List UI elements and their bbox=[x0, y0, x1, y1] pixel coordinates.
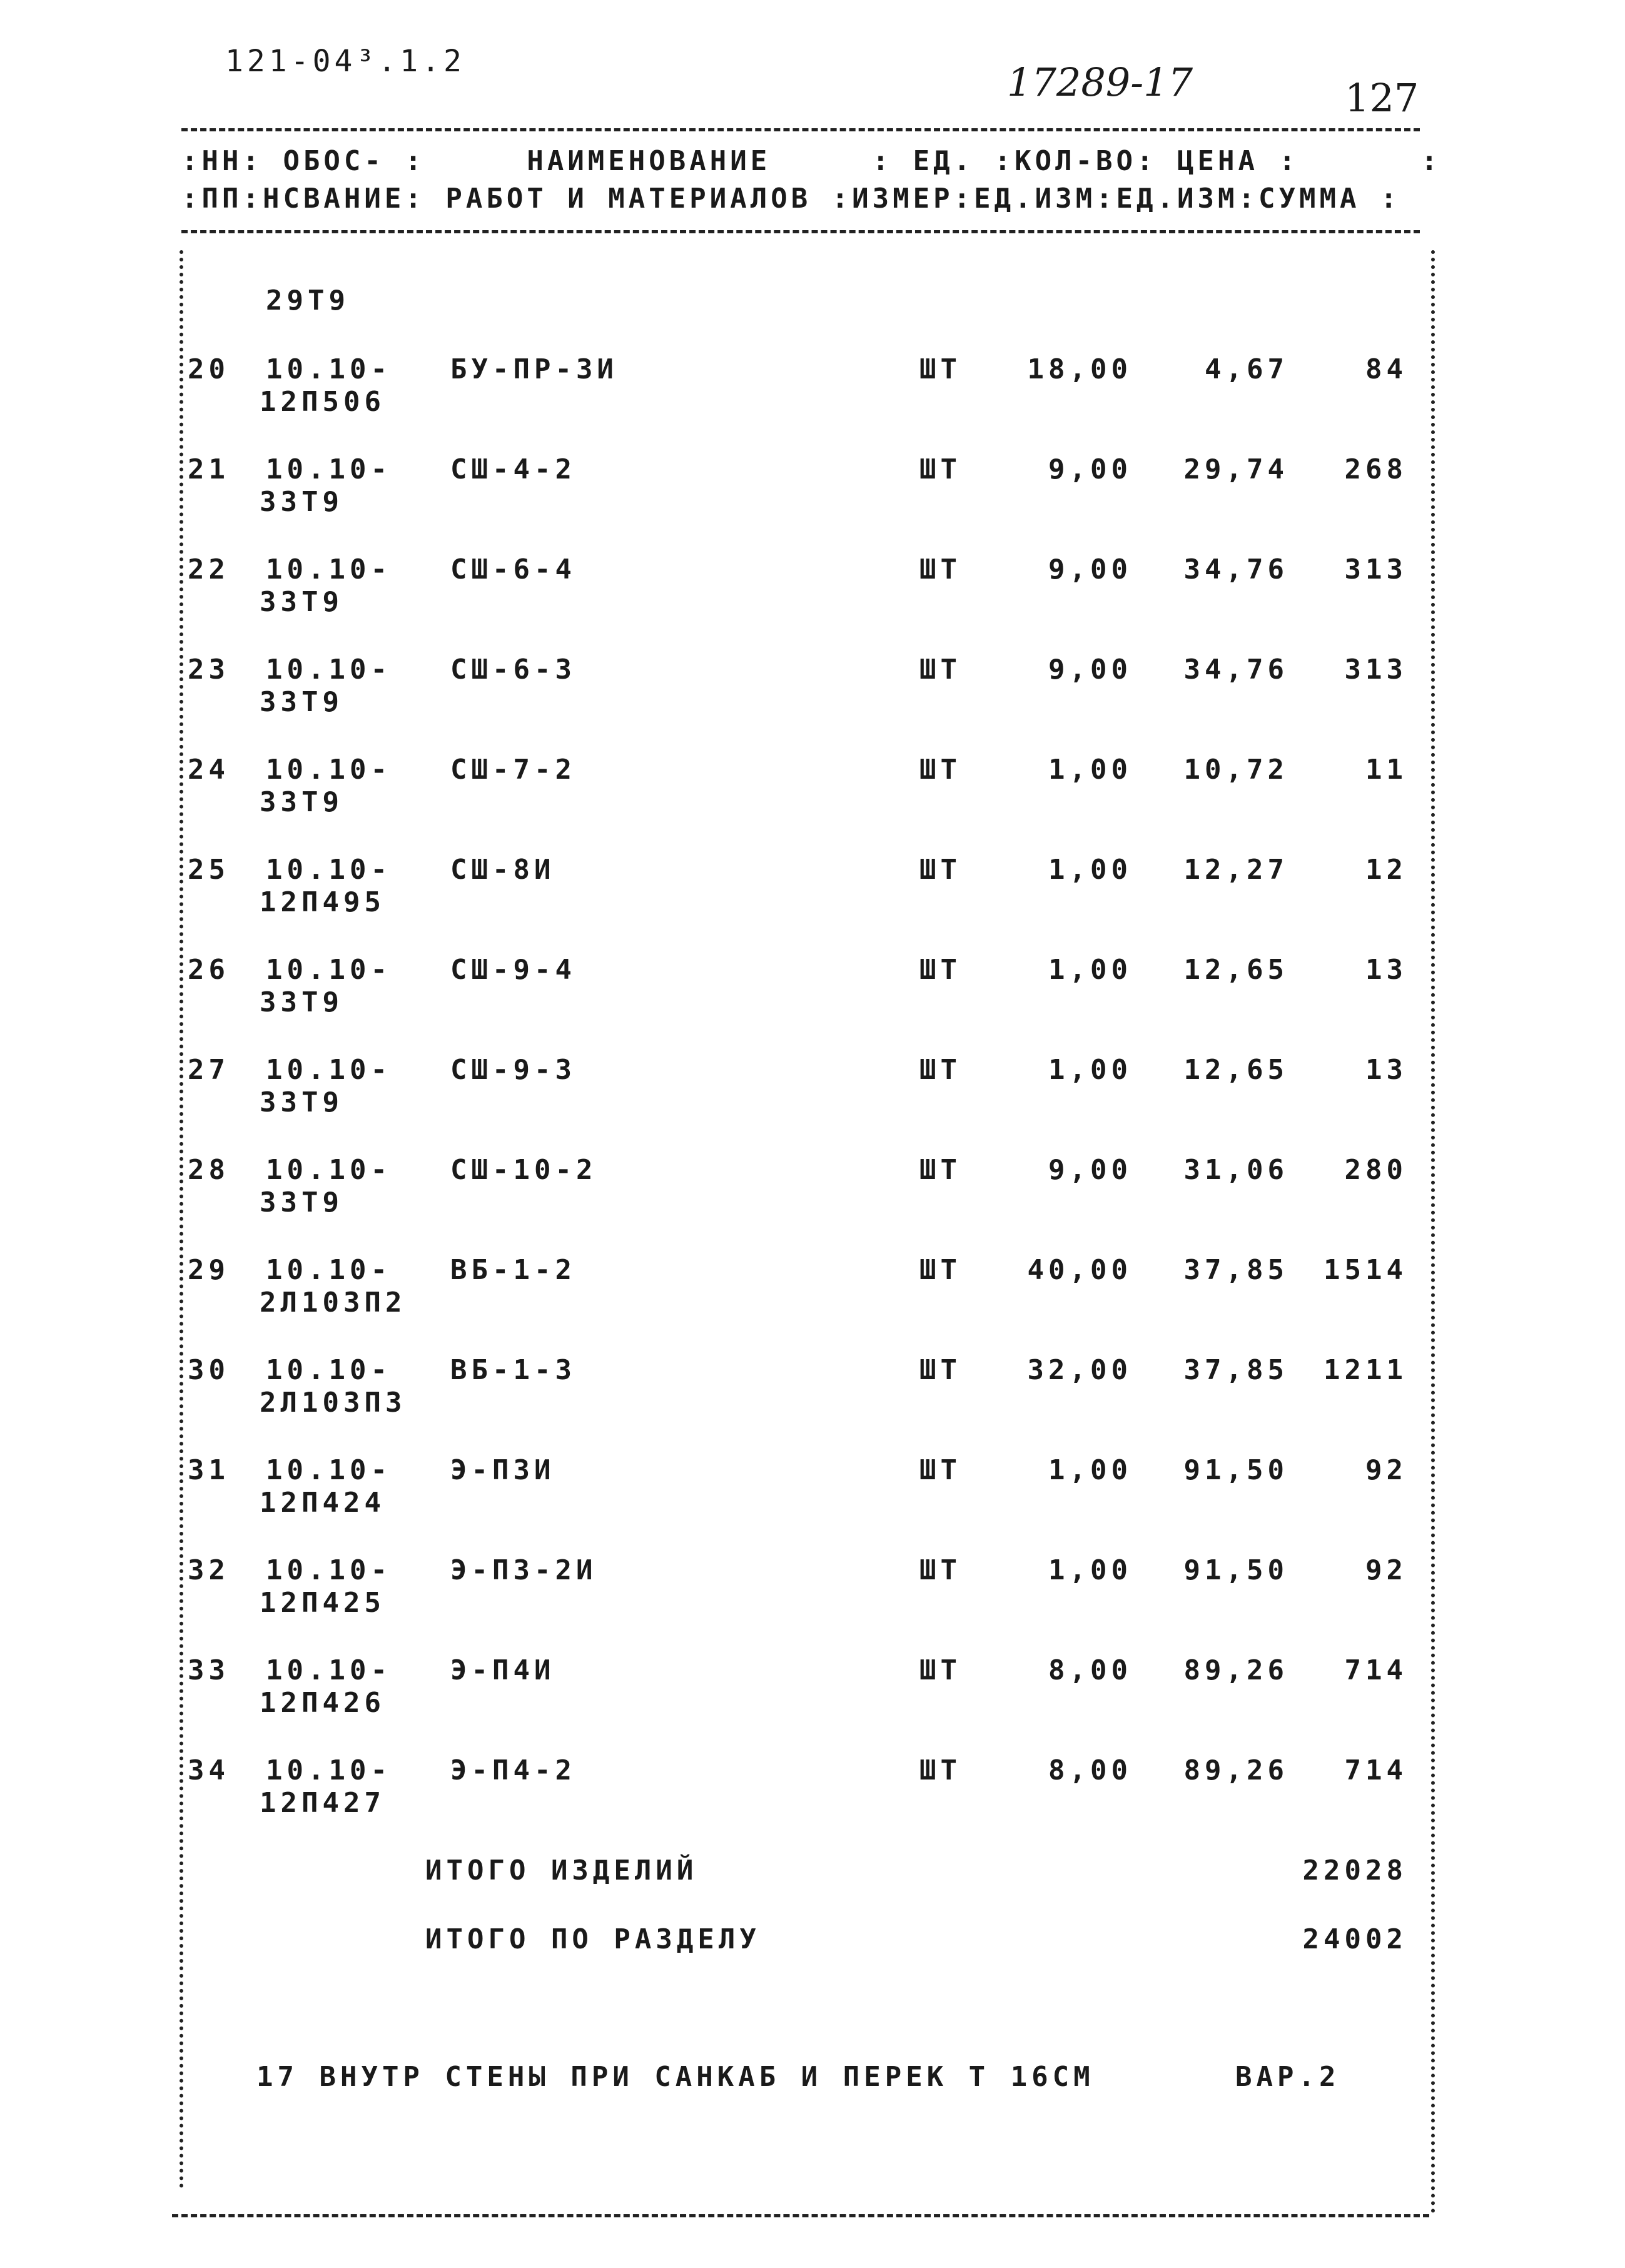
row-nn: 31 bbox=[188, 1454, 230, 1486]
row-sum: 12 bbox=[1365, 854, 1407, 886]
row-nn: 26 bbox=[188, 954, 230, 986]
row-name: ВБ-1-2 bbox=[450, 1254, 576, 1286]
row-price: 12,65 bbox=[1183, 954, 1288, 986]
row-code1: 10.10- bbox=[266, 1654, 392, 1686]
row-price: 37,85 bbox=[1183, 1254, 1288, 1286]
row-nn: 20 bbox=[188, 353, 230, 385]
row-sum: 84 bbox=[1365, 353, 1407, 385]
row-code1: 10.10- bbox=[266, 1054, 392, 1086]
row-code1: 10.10- bbox=[266, 954, 392, 986]
row-price: 12,65 bbox=[1183, 1054, 1288, 1086]
row-code1: 10.10- bbox=[266, 1454, 392, 1486]
row-code2: 12П495 bbox=[260, 886, 385, 918]
row-price: 91,50 bbox=[1183, 1454, 1288, 1486]
row-name: СШ-9-3 bbox=[450, 1054, 576, 1086]
row-unit: ШТ bbox=[919, 1754, 961, 1786]
row-qty: 1,00 bbox=[1048, 754, 1132, 786]
row-price: 34,76 bbox=[1183, 554, 1288, 585]
header-line-2: :ПП:НСВАНИЕ: РАБОТ И МАТЕРИАЛОВ :ИЗМЕР:ЕД.ИЗМ:ЕД.ИЗМ:СУММА : bbox=[181, 183, 1401, 215]
row-qty: 9,00 bbox=[1048, 1154, 1132, 1186]
row-qty: 1,00 bbox=[1048, 1054, 1132, 1086]
row-nn: 24 bbox=[188, 754, 230, 786]
row-nn: 25 bbox=[188, 854, 230, 886]
row-nn: 27 bbox=[188, 1054, 230, 1086]
row-name: СШ-9-4 bbox=[450, 954, 576, 986]
row-nn: 34 bbox=[188, 1754, 230, 1786]
header-bottom-rule bbox=[181, 230, 1420, 233]
row-code2: 33Т9 bbox=[260, 986, 343, 1018]
row-sum: 1211 bbox=[1324, 1354, 1407, 1386]
row-name: СШ-8И bbox=[450, 854, 555, 886]
section-variant: ВАР.2 bbox=[1235, 2061, 1340, 2093]
row-code2: 33Т9 bbox=[260, 486, 343, 518]
row-code2: 12П424 bbox=[260, 1487, 385, 1519]
row-code2: 2Л103П3 bbox=[260, 1387, 407, 1419]
row-code2: 2Л103П2 bbox=[260, 1287, 407, 1319]
row-nn: 29 bbox=[188, 1254, 230, 1286]
row-unit: ШТ bbox=[919, 1054, 961, 1086]
row-qty: 8,00 bbox=[1048, 1654, 1132, 1686]
row-unit: ШТ bbox=[919, 353, 961, 385]
row-code2: 33Т9 bbox=[260, 1187, 343, 1218]
row-nn: 28 bbox=[188, 1154, 230, 1186]
row-name: Э-П3И bbox=[450, 1454, 555, 1486]
row-sum: 280 bbox=[1344, 1154, 1407, 1186]
row-sum: 313 bbox=[1344, 654, 1407, 686]
row-qty: 1,00 bbox=[1048, 854, 1132, 886]
row-nn: 21 bbox=[188, 453, 230, 485]
left-border bbox=[180, 250, 183, 2189]
row-sum: 92 bbox=[1365, 1454, 1407, 1486]
row-price: 31,06 bbox=[1183, 1154, 1288, 1186]
row-name: Э-П4-2 bbox=[450, 1754, 576, 1786]
row-sum: 92 bbox=[1365, 1554, 1407, 1586]
row-name: Э-П3-2И bbox=[450, 1554, 597, 1586]
row-unit: ШТ bbox=[919, 1154, 961, 1186]
row-price: 34,76 bbox=[1183, 654, 1288, 686]
row-qty: 1,00 bbox=[1048, 954, 1132, 986]
row-qty: 8,00 bbox=[1048, 1754, 1132, 1786]
row-name: СШ-10-2 bbox=[450, 1154, 597, 1186]
row-qty: 9,00 bbox=[1048, 453, 1132, 485]
row-price: 10,72 bbox=[1183, 754, 1288, 786]
row-code1: 10.10- bbox=[266, 1354, 392, 1386]
row-name: СШ-4-2 bbox=[450, 453, 576, 485]
right-border bbox=[1431, 250, 1435, 2214]
row-unit: ШТ bbox=[919, 1254, 961, 1286]
row-price: 4,67 bbox=[1205, 353, 1288, 385]
row-unit: ШТ bbox=[919, 453, 961, 485]
row-unit: ШТ bbox=[919, 554, 961, 585]
row-sum: 11 bbox=[1365, 754, 1407, 786]
row-name: БУ-ПР-3И bbox=[450, 353, 618, 385]
row-code1: 10.10- bbox=[266, 1754, 392, 1786]
header-top-rule bbox=[181, 128, 1420, 131]
total-items-label: ИТОГО ИЗДЕЛИЙ bbox=[425, 1855, 698, 1886]
total-section-label: ИТОГО ПО РАЗДЕЛУ bbox=[425, 1923, 761, 1955]
row-unit: ШТ bbox=[919, 1654, 961, 1686]
row-nn: 33 bbox=[188, 1654, 230, 1686]
row-qty: 18,00 bbox=[1027, 353, 1132, 385]
row-unit: ШТ bbox=[919, 654, 961, 686]
row-name: СШ-7-2 bbox=[450, 754, 576, 786]
row-qty: 9,00 bbox=[1048, 654, 1132, 686]
row-code1: 10.10- bbox=[266, 654, 392, 686]
row-code2: 12П506 bbox=[260, 386, 385, 418]
handwritten-reference: 17289-17 bbox=[1007, 59, 1193, 105]
row-name: ВБ-1-3 bbox=[450, 1354, 576, 1386]
row-code1: 10.10- bbox=[266, 1154, 392, 1186]
row-sum: 714 bbox=[1344, 1754, 1407, 1786]
row-qty: 1,00 bbox=[1048, 1454, 1132, 1486]
row-unit: ШТ bbox=[919, 754, 961, 786]
row-price: 12,27 bbox=[1183, 854, 1288, 886]
row-sum: 313 bbox=[1344, 554, 1407, 585]
row-qty: 32,00 bbox=[1027, 1354, 1132, 1386]
row-sum: 13 bbox=[1365, 1054, 1407, 1086]
row-code2: 12П427 bbox=[260, 1787, 385, 1819]
row-price: 29,74 bbox=[1183, 453, 1288, 485]
row-qty: 40,00 bbox=[1027, 1254, 1132, 1286]
row-name: СШ-6-3 bbox=[450, 654, 576, 686]
row-name: Э-П4И bbox=[450, 1654, 555, 1686]
row-code2: 12П425 bbox=[260, 1587, 385, 1619]
row-unit: ШТ bbox=[919, 854, 961, 886]
page-number: 127 bbox=[1345, 75, 1419, 121]
row-code1: 10.10- bbox=[266, 453, 392, 485]
footer-rule bbox=[172, 2214, 1429, 2217]
row-code2: 33Т9 bbox=[260, 786, 343, 818]
row-code1: 10.10- bbox=[266, 554, 392, 585]
section-title: 17 ВНУТР СТЕНЫ ПРИ САНКАБ И ПЕРЕК Т 16СМ bbox=[256, 2061, 1095, 2093]
row-price: 91,50 bbox=[1183, 1554, 1288, 1586]
row-qty: 1,00 bbox=[1048, 1554, 1132, 1586]
row-qty: 9,00 bbox=[1048, 554, 1132, 585]
total-items-value: 22028 bbox=[1302, 1855, 1407, 1886]
row-code2: 12П426 bbox=[260, 1687, 385, 1719]
row-unit: ШТ bbox=[919, 1554, 961, 1586]
row-unit: ШТ bbox=[919, 1354, 961, 1386]
row-code1: 10.10- bbox=[266, 1254, 392, 1286]
row-unit: ШТ bbox=[919, 1454, 961, 1486]
row-nn: 32 bbox=[188, 1554, 230, 1586]
row-nn: 22 bbox=[188, 554, 230, 585]
row-price: 37,85 bbox=[1183, 1354, 1288, 1386]
row-code1: 10.10- bbox=[266, 754, 392, 786]
total-section-value: 24002 bbox=[1302, 1923, 1407, 1955]
row-code1: 10.10- bbox=[266, 854, 392, 886]
continuation-code: 29Т9 bbox=[266, 285, 350, 316]
row-code1: 10.10- bbox=[266, 1554, 392, 1586]
row-sum: 268 bbox=[1344, 453, 1407, 485]
row-price: 89,26 bbox=[1183, 1654, 1288, 1686]
row-nn: 23 bbox=[188, 654, 230, 686]
row-unit: ШТ bbox=[919, 954, 961, 986]
document-code: 121-04³.1.2 bbox=[225, 44, 465, 79]
row-price: 89,26 bbox=[1183, 1754, 1288, 1786]
row-sum: 714 bbox=[1344, 1654, 1407, 1686]
row-code2: 33Т9 bbox=[260, 1086, 343, 1118]
row-name: СШ-6-4 bbox=[450, 554, 576, 585]
row-code1: 10.10- bbox=[266, 353, 392, 385]
row-sum: 1514 bbox=[1324, 1254, 1407, 1286]
row-code2: 33Т9 bbox=[260, 586, 343, 618]
row-nn: 30 bbox=[188, 1354, 230, 1386]
row-code2: 33Т9 bbox=[260, 686, 343, 718]
row-sum: 13 bbox=[1365, 954, 1407, 986]
header-line-1: :НН: ОБОС- : НАИМЕНОВАНИЕ : ЕД. :КОЛ-ВО: ЦЕНА : : bbox=[181, 145, 1442, 177]
